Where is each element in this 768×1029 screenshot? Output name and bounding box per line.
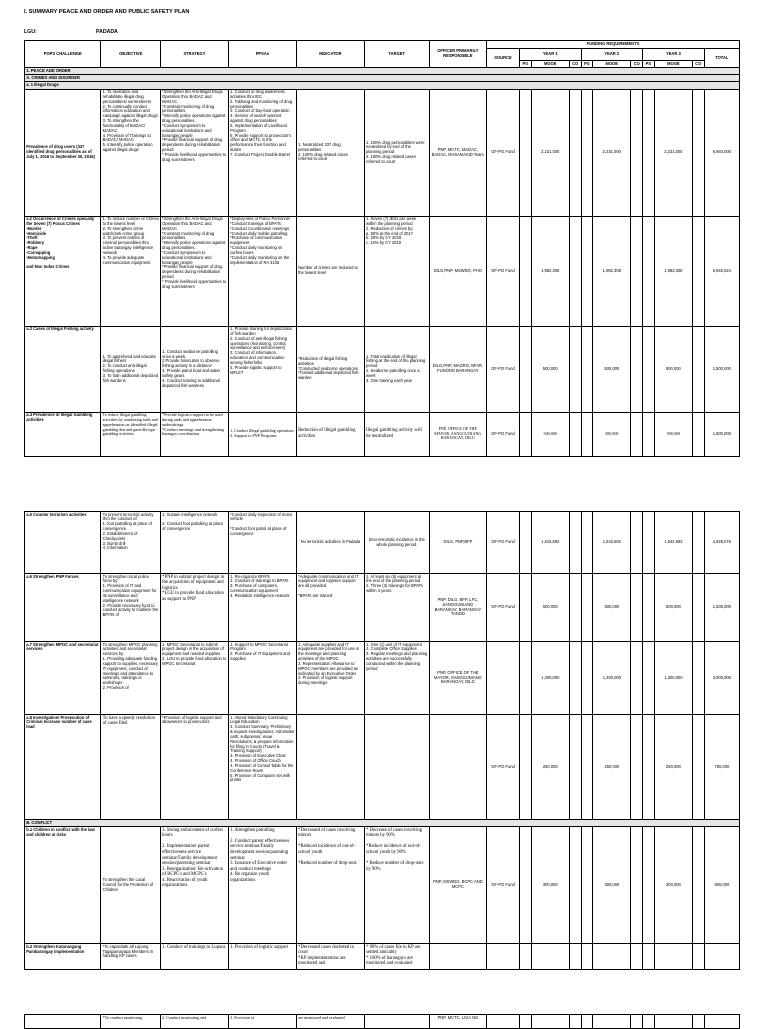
year3-mooe: 500,000 bbox=[654, 412, 692, 456]
year3-mooe: 2,231,000 bbox=[654, 89, 692, 216]
objective-cell: To strengthen the Local Council for the Protection of Children bbox=[101, 827, 160, 944]
source-cell bbox=[487, 944, 520, 970]
lgu-value: PADADA bbox=[96, 29, 118, 35]
year1-mooe: 300,000 bbox=[531, 827, 569, 944]
officer-cell: PNP, MCTC, LIGA NG bbox=[429, 1015, 486, 1029]
year1-mooe: 1,982,308 bbox=[531, 216, 569, 326]
total-cell: 5,946,924 bbox=[704, 216, 739, 326]
source-cell: GF-PO Fund bbox=[487, 326, 520, 412]
year2-mooe: 1,642,692 bbox=[593, 512, 631, 574]
table-row bbox=[25, 89, 740, 216]
indicator-cell: Number of crimes are reduced to the lowest level bbox=[296, 216, 364, 326]
source-cell: GF-PO Fund bbox=[487, 89, 520, 216]
strategy-cell: 1. Sustain intelligence network 2. Conduct foot patrolling at place of convergence bbox=[160, 512, 228, 574]
header-funding: FUNDING REQUIREMENTS bbox=[487, 41, 740, 49]
target-cell: 1. At least six (6) equipment at the end of the planning period 2. Three (3) trainings for BPATs within 3 years. bbox=[364, 574, 429, 642]
year2-mooe: 300,000 bbox=[593, 827, 631, 944]
objective-cell: *To conduct monitoring bbox=[101, 1015, 160, 1029]
objective-cell: To have a speedy resolution of cases filed bbox=[101, 715, 160, 820]
challenge-cell: a.8 Investigation/ Prosecution of Criminal Increase number of case load bbox=[25, 715, 101, 820]
indicator-cell: *Decreased of cases involving minors *Reduced incidence of out-of-school youth *Reduced number of drop-outs bbox=[296, 827, 364, 944]
objective-cell: 1. To neutralize and rehabilitate illegal drug personalities/ surrenderers 2. To continually conduct information education and campaign against illegal drugs 3. To strengthen the functionality of BADAC/ MADAC 4. Provision of Trainings to BADAC/ MADAC 5. Intensify police operation against illegal drugs bbox=[101, 89, 160, 216]
indicator-cell: 1. Adequate supplies and IT equipment are provided for use in the meetings and planning activities of the MPOC 2. Representation Allowance to MPOC members are provided as indicated by an Executive Order 3. Provision of logistic support during meetings bbox=[296, 642, 364, 715]
year1-mooe: 500,000 bbox=[531, 326, 569, 412]
year3-mooe: 1,642,692 bbox=[654, 512, 692, 574]
table-row bbox=[25, 216, 740, 326]
ppsas-cell: 2. Provision of bbox=[228, 1015, 296, 1029]
section-peace-and-order: 1. PEACE AND ORDER bbox=[25, 68, 740, 75]
year2-mooe: 500,000 bbox=[593, 326, 631, 412]
source-cell: GF-PO Fund bbox=[487, 216, 520, 326]
ppsas-cell: 1. Provision of logistic support bbox=[228, 944, 296, 970]
header-year2: YEAR 2 bbox=[581, 49, 643, 61]
objective-cell: 1. To apprehend and educate illegal fishers 2. To conduct anti-illegal fishing operations 3. To train additional deputized fish wardens bbox=[101, 326, 160, 412]
section-crimes-and-disorder: A. CRIMES AND DISORDER bbox=[25, 75, 740, 82]
lgu-label: LGU: bbox=[24, 29, 37, 35]
target-cell bbox=[364, 1015, 429, 1029]
year3-mooe: 500,000 bbox=[654, 574, 692, 642]
header-mooe: MOOE bbox=[593, 61, 631, 68]
year3-mooe: 250,000 bbox=[654, 715, 692, 820]
year2-mooe: 2,231,000 bbox=[593, 89, 631, 216]
year2-mooe bbox=[593, 944, 631, 970]
objective-cell: 1. To reduce number of Crimes to the lowest level 2. To strengthen crime watch/anti-crime group 3. To prevent entries of criminal personalities thru active barangay intelligence network 4. To provide adequate communication equipment bbox=[101, 216, 160, 326]
total-cell: 900,000 bbox=[704, 827, 739, 944]
header-co: CO bbox=[631, 61, 643, 68]
challenge-cell: a.7 Strengthen MPOC and secretariat services bbox=[25, 642, 101, 715]
header-ps: PS bbox=[643, 61, 655, 68]
header-pops-challenge: POPS CHALLENGE bbox=[25, 41, 101, 68]
section-conflict: B. CONFLICT bbox=[25, 820, 740, 827]
strategy-cell: 1. Conduct of trainings to Lupons bbox=[160, 944, 228, 970]
total-cell: 750,000 bbox=[704, 715, 739, 820]
ppsas-cell: 1. Conduct illegal gambling operations 2. Support to PNP Programs bbox=[228, 412, 296, 456]
ppsas-cell: 1. Strengthen patrolling 2. Conduct parent effectiveness service seminar/Family development session/parenting seminar 3. Issuance of Executive order and conduct meetings 4. Re organize youth organizations bbox=[228, 827, 296, 944]
table-row bbox=[25, 642, 740, 715]
objective-cell: To strengthen local police force by: 1. Provision of IT and communication equipment for its surveillance and intelligence network 2. Provide necessary fund to conduct activity to mobilize the BPATs of bbox=[101, 574, 160, 642]
header-source: SOURCE bbox=[487, 49, 520, 68]
year1-mooe bbox=[531, 944, 569, 970]
indicator-cell bbox=[296, 715, 364, 820]
year3-mooe: 500,000 bbox=[654, 326, 692, 412]
challenge-cell: a.5 Counter terrorism activities bbox=[25, 512, 101, 574]
challenge-cell: a.3 Cases of Illegal Fishing activity bbox=[25, 326, 101, 412]
ppsas-cell: *Deployment of Police Personnel *Conduct trainings of BPATs *Conduct Coordination meetings *Conduct daily mobile patrolling *Purchase of communication equipment *Conduct daily monitoring on curfew hours *Conduct daily monitoring on the implementation of RA 4136 bbox=[228, 216, 296, 326]
indicator-cell: are monitored and evaluated bbox=[296, 1015, 364, 1029]
header-co: CO bbox=[692, 61, 704, 68]
total-cell: 1,500,000 bbox=[704, 326, 739, 412]
pops-table-page-1 bbox=[24, 40, 740, 457]
objective-cell: *To capacitate all Lupong Tagapamayapa Members in handling KP cases bbox=[101, 944, 160, 970]
strategy-cell: 1. Strong enforcement of curfew hours 2. Implementation parent effectiveness service seminar/Family development session/parenting seminar 3. Reorganization/ Re-activation of BCPC's and MCPC's 4. Reactivation of youth organizations bbox=[160, 827, 228, 944]
strategy-cell: *PNP to submit project design in the acquisition of equipment and logistics *LGU to provide fund allocation as support to PNP bbox=[160, 574, 228, 642]
header-objective: OBJECTIVE bbox=[101, 41, 160, 68]
year1-mooe: 2,231,000 bbox=[531, 89, 569, 216]
officer-cell: PNP, MSWDO, BCPC AND MCPC bbox=[429, 827, 486, 944]
challenge-cell: a.6 Strengthen PNP Forces bbox=[25, 574, 101, 642]
target-cell: * 98% of cases file in KP are settled amicably * 100% of barangays are monitored and evaluated bbox=[364, 944, 429, 970]
target-cell bbox=[364, 715, 429, 820]
year2-mooe: 1,300,000 bbox=[593, 642, 631, 715]
total-cell: 3,900,000 bbox=[704, 642, 739, 715]
source-cell: GF-PO Fund bbox=[487, 412, 520, 456]
year2-mooe: 500,000 bbox=[593, 412, 631, 456]
ppsas-cell: 1. Support to MPOC Secretariat Program 2. Purchase of IT Equipment and Supplies bbox=[228, 642, 296, 715]
target-cell: 1. 100% drug personalities were neutralized by end of the planning period 2. 100% drug related cases referred to court bbox=[364, 89, 429, 216]
ppsas-cell: 1. Attend Mandatory Continuing Legal Education 2. Conduct Summary, Preliminary & Inquest investigations; Administer oath; subpoenas; issue Resolutions; & prepare Information for filing in Courts (Travel & Training Support) 3. Provision of Executive Chair 4. Provision of Office Couch 4. Provision of Consul Table for the Conference Room 5. Provision of Computer set with printer bbox=[228, 715, 296, 820]
officer-cell: DILG, PNP,BFP bbox=[429, 512, 486, 574]
header-ps: PS bbox=[581, 61, 593, 68]
year2-mooe: 500,000 bbox=[593, 574, 631, 642]
indicator-cell: *Adequate communication and IT equipment and logistics support are all provided *BPATs are trained bbox=[296, 574, 364, 642]
target-cell: Illegal gambling activity will be neutralized bbox=[364, 412, 429, 456]
year1-mooe: 500,000 bbox=[531, 412, 569, 456]
year3-mooe bbox=[654, 944, 692, 970]
source-cell: GF-PO Fund bbox=[487, 715, 520, 820]
challenge-cell: b.1 Children in conflict with the law and children at risks bbox=[25, 827, 101, 944]
ppsas-cell: 1. Provide training for deputization of fish warden 2. Conduct of anti-illegal fishing operations (monitoring, control, surveillance and enforcement) 3. Conduct of information, education and communication among fisherfolks 4. Provide logistic support to MFLET bbox=[228, 326, 296, 412]
strategy-cell: *Provide logistics support to be used during raids and apprehension undertakings *Conduct meetings and strengthening barangay coordination. bbox=[160, 412, 228, 456]
header-ps: PS bbox=[519, 61, 531, 68]
ppsas-cell: *Conduct daily inspection of motor vehicle *Conduct foot patrol at place of convergence bbox=[228, 512, 296, 574]
table-row bbox=[25, 326, 740, 412]
pops-table-page-2 bbox=[24, 511, 740, 970]
target-cell: 1. One (1) unit of IT equipment 2. Complete Office Supplies 3. Regular meetings and planning activities are successfully conducted within the planning period bbox=[364, 642, 429, 715]
indicator-cell: *Reduction of illegal fishing activities *Conducted seaborne operations *Trained additional deputized fish warden bbox=[296, 326, 364, 412]
table-row bbox=[25, 512, 740, 574]
strategy-cell: *Strengthen the Anti-Illegal Drugs Operation thru BADAC and MADAC. *Constant monitoring of drug personalities. *Intensify police operations against drug personalities. *Conduct symposium to educational institutions and barangay people *Provide financial support of drug dependents during rehabilitation period * Provide livelihood opportunities to drug surrenderers bbox=[160, 89, 228, 216]
header-total: TOTAL bbox=[704, 49, 739, 68]
strategy-cell: *Strengthen the Anti-Illegal Drugs Operation thru BADAC and MADAC. *Constant monitoring of drug personalities. *Intensify police operations against drug personalities. *Conduct symposium to educational institutions and barangay people *Provide financial support of drug dependents during rehabilitation period * Provide livelihood opportunities to drug surrenderers bbox=[160, 216, 228, 326]
challenge-cell bbox=[25, 1015, 101, 1029]
header-strategy: STRATEGY bbox=[160, 41, 228, 68]
header-year3: YEAR 3 bbox=[643, 49, 705, 61]
table-row bbox=[25, 574, 740, 642]
section-illegal-drugs: a. 1 Illegal Drugs bbox=[25, 82, 740, 89]
challenge-cell: a.4 Prevalence of Illegal Gambling activities bbox=[25, 412, 101, 456]
header-co: CO bbox=[569, 61, 581, 68]
lgu-line bbox=[24, 29, 118, 35]
strategy-cell: *Provision of logistic support and allowances to prosecutors bbox=[160, 715, 228, 820]
officer-cell: PNP, OFFICE OF THE MAYOR, SANGGUNIANG BARANGAY, DILG bbox=[429, 642, 486, 715]
header-mooe: MOOE bbox=[654, 61, 692, 68]
officer-cell: DILG,PNP, MAGRO, BFAR, FUNONG BARANGAY bbox=[429, 326, 486, 412]
indicator-cell: No terroristic activities in Padada bbox=[296, 512, 364, 574]
year2-mooe: 1,982,308 bbox=[593, 216, 631, 326]
officer-cell bbox=[429, 715, 486, 820]
source-cell bbox=[487, 1015, 520, 1029]
total-cell: 1,500,000 bbox=[704, 574, 739, 642]
target-cell: Zero terroristic incidence in the whole planning period. bbox=[364, 512, 429, 574]
ppsas-cell: 1. Re-organize BPATs 2. Conduct of trainings to BPATs 3. Purchase of computers, communication equipment 4. Revitalize intelligence network bbox=[228, 574, 296, 642]
source-cell: GF-PO Fund bbox=[487, 512, 520, 574]
strategy-cell: 2. Conduct monitoring and bbox=[160, 1015, 228, 1029]
header-officer: OFFICER PRIMARILY RESPONSIBLE bbox=[429, 41, 486, 68]
table-row bbox=[25, 715, 740, 820]
strategy-cell: 1. Conduct seaborne patrolling once a week. 2.Provide binoculars to observe fishing activity in a distance 3. Provide patrol boat and water safety gears 4. Conduct training to additional deputized fish wardens bbox=[160, 326, 228, 412]
year3-mooe: 1,982,308 bbox=[654, 216, 692, 326]
officer-cell: PNP, MCTC, MADAC, BADAC, MASAMASID Team bbox=[429, 89, 486, 216]
challenge-cell: Prevalence of drug users (337 identified drug personalities as of July 1, 2016 to September 30, 2016) bbox=[25, 89, 101, 216]
year2-mooe: 250,000 bbox=[593, 715, 631, 820]
objective-cell: To strengthen MPOC planning activities and secretariat services by: 1. Providing adequate funding support to supplies, necessary IT equipment, conduct of meetings and attendance to seminars, trainings or workshops 2. Provision of bbox=[101, 642, 160, 715]
officer-cell: PNP, DILG, BFP, LFC, SANGGUNIANG BARANGAY, BARANGAY TANOD bbox=[429, 574, 486, 642]
indicator-cell: *Decreased cases docketed in court *KP implementations are monitored and bbox=[296, 944, 364, 970]
total-cell: 4,928,076 bbox=[704, 512, 739, 574]
objective-cell: To prevent terroristic activity thru the conduct of: 1. foot patrolling at place of convergence 2. Establishment of Checkpoints 3. Bomb drill 4. Information bbox=[101, 512, 160, 574]
officer-cell bbox=[429, 944, 486, 970]
challenge-cell: b.2 Strengthen Katarungang Pambarangay implementation bbox=[25, 944, 101, 970]
officer-cell: DILG,PNP, MSWDO, PHO bbox=[429, 216, 486, 326]
header-ppsas: PPSAs bbox=[228, 41, 296, 68]
total-cell: 6,693,000 bbox=[704, 89, 739, 216]
year1-mooe: 250,000 bbox=[531, 715, 569, 820]
source-cell: GF-PO Fund bbox=[487, 827, 520, 944]
header-mooe: MOOE bbox=[531, 61, 569, 68]
header-indicator: INDICATOR bbox=[296, 41, 364, 68]
total-cell bbox=[704, 944, 739, 970]
year1-mooe: 500,000 bbox=[531, 574, 569, 642]
total-cell: 1,500,000 bbox=[704, 412, 739, 456]
ppsas-cell: 1. Conduct of drug awareness activities thru IEC 2. Tokhang and monitoring of drug personalities 3. Conduct of buy-bust operation 4. Service of search warrant against drug personalities 5. Implementation of Livelihood Program 6. Provide support to prosecutor's office and MCTC in the performance their function and duties 7. Conduct Project Double Barrel bbox=[228, 89, 296, 216]
table-row bbox=[25, 827, 740, 944]
year3-mooe: 300,000 bbox=[654, 827, 692, 944]
indicator-cell: 1. Neutralized 337 drug personalities 2. 100% drug related cases referred to court bbox=[296, 89, 364, 216]
target-cell: 1. Seven (7) IEDs per week within the planning period 2. Reduction of crimes by: a. 50% at the end of 2017 b. 20% by CY 2018 c. 10% by CY 2019 bbox=[364, 216, 429, 326]
year1-mooe: 1,300,000 bbox=[531, 642, 569, 715]
table-row bbox=[25, 1015, 740, 1029]
objective-cell: To reduce illegal gambling activities by conducting raids and apprehension on identified illegal gambling den and guerrilla-type gambling activities bbox=[101, 412, 160, 456]
target-cell: * Decrease of cases involving minors by 90% *Reduce incidence of out-of-school youth by 90% * Reduce number of drop-outs by 90% bbox=[364, 827, 429, 944]
header-year1: YEAR 1 bbox=[519, 49, 581, 61]
source-cell: GF-PO Fund bbox=[487, 574, 520, 642]
document-title: I. SUMMARY PEACE AND ORDER AND PUBLIC SAFETY PLAN bbox=[24, 9, 190, 15]
year3-mooe: 1,300,000 bbox=[654, 642, 692, 715]
target-cell: 1. Total eradication of illegal fishing at the end of the planning period 2. Seaborne patrolling once a week 3. One training each year bbox=[364, 326, 429, 412]
table-row bbox=[25, 412, 740, 456]
header-target: TARGET bbox=[364, 41, 429, 68]
officer-cell: PNP, OFFICE OF THE MAYOR, SANGGUNIANG BARANGAY, DILG bbox=[429, 412, 486, 456]
indicator-cell: Reduction of illegal gambling activities bbox=[296, 412, 364, 456]
source-cell bbox=[487, 642, 520, 715]
table-row bbox=[25, 944, 740, 970]
year1-mooe: 1,642,692 bbox=[531, 512, 569, 574]
pops-table-page-3 bbox=[24, 1014, 740, 1029]
challenge-cell: a.2 Occurrence of Crimes specially the Seven (7) Focus Crimes -Murder -Homicide -Theft -Robbery -Rape -Carnapping -Motornapping and Non Index Crimes bbox=[25, 216, 101, 326]
strategy-cell: 1. MPOC Secretariat to submit project design in the acquisition of equipment and needed supplies 2. LGU to provide fund allocation to MPOC Secretariat bbox=[160, 642, 228, 715]
